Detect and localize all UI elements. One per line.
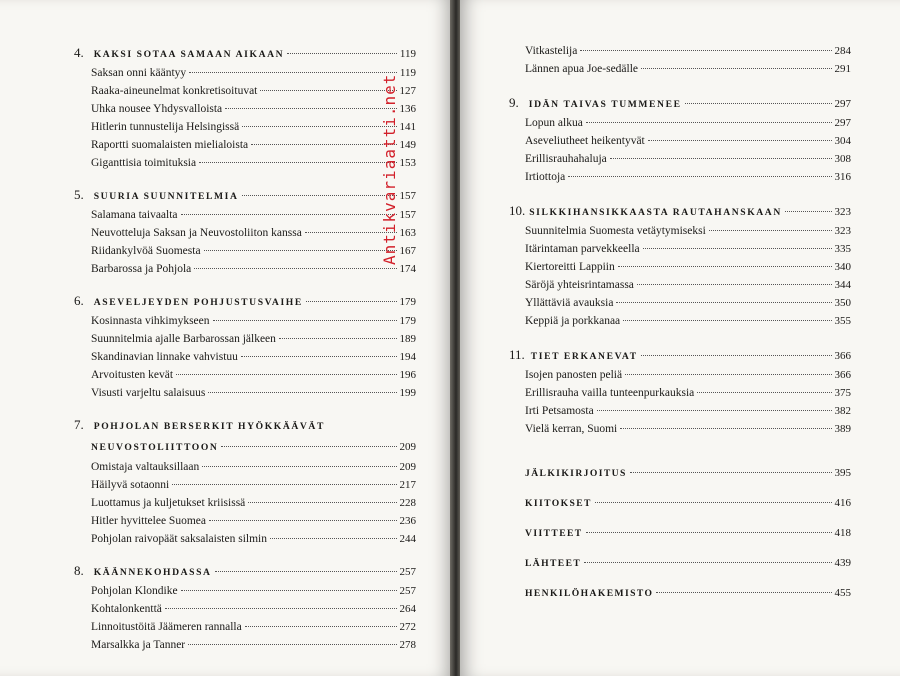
toc-chapter	[74, 560, 416, 654]
entry-title: Suunnitelmia ajalle Barbarossan jälkeen	[91, 333, 276, 345]
dot-leader	[630, 472, 832, 473]
toc-back-matter	[509, 458, 851, 608]
back-matter-entry	[509, 458, 851, 488]
entry-title: Kohtalonkenttä	[91, 603, 162, 615]
watermark: Antikvariaatti.net	[380, 73, 399, 265]
toc-entry	[509, 114, 851, 132]
dot-leader	[199, 162, 396, 163]
entry-title: Barbarossa ja Pohjola	[91, 263, 192, 275]
page-number: 119	[399, 48, 416, 60]
page-number: 264	[399, 603, 416, 615]
toc-entry	[509, 420, 851, 438]
dot-leader	[242, 126, 396, 127]
entry-title: Skandinavian linnake vahvistuu	[91, 351, 238, 363]
chapter-heading	[509, 344, 851, 366]
chapter-number: 7.	[74, 417, 84, 432]
entry-title: Luottamus ja kuljetukset kriisissä	[91, 497, 246, 509]
page-number: 416	[834, 497, 851, 509]
dot-leader	[656, 592, 831, 593]
dot-leader	[181, 214, 397, 215]
dot-leader	[625, 374, 831, 375]
dot-leader	[306, 301, 397, 302]
page-number: 119	[399, 67, 416, 79]
dot-leader	[245, 626, 397, 627]
page-number: 316	[834, 171, 851, 183]
chapter-title: SUURIA SUUNNITELMIA	[93, 191, 239, 202]
dot-leader	[188, 644, 396, 645]
toc-entry	[509, 402, 851, 420]
dot-leader	[568, 176, 831, 177]
dot-leader	[595, 502, 832, 503]
toc-entry	[509, 312, 851, 330]
dot-leader	[248, 502, 396, 503]
entry-title: Giganttisia toimituksia	[91, 157, 197, 169]
chapter-heading	[74, 290, 416, 312]
dot-leader	[287, 53, 397, 54]
entry-title: Neuvotteluja Saksan ja Neuvostoliiton kanssa	[91, 227, 302, 239]
entry-title: Yllättäviä avauksia	[525, 297, 614, 309]
toc-entry	[509, 150, 851, 168]
dot-leader	[709, 230, 832, 231]
chapter-heading	[509, 200, 851, 222]
toc-entry	[74, 330, 416, 348]
dot-leader	[597, 410, 832, 411]
chapter-heading	[74, 560, 416, 582]
entry-title: Keppiä ja porkkanaa	[525, 315, 621, 327]
dot-leader	[785, 211, 832, 212]
chapter-heading	[74, 42, 416, 64]
entry-title: Irtiottoja	[525, 171, 566, 183]
toc-entry	[74, 348, 416, 366]
toc-entry	[509, 294, 851, 312]
toc-chapter	[509, 200, 851, 330]
page-number: 217	[399, 479, 416, 491]
page-number: 304	[834, 135, 851, 147]
toc-entry	[74, 458, 416, 476]
toc-entry	[74, 82, 416, 100]
toc-entry	[74, 636, 416, 654]
page-number: 179	[399, 315, 416, 327]
page-number: 297	[834, 98, 851, 110]
dot-leader	[172, 484, 396, 485]
toc-entry	[509, 168, 851, 186]
page-number: 291	[834, 63, 851, 75]
toc-chapter	[509, 92, 851, 186]
page-number: 375	[834, 387, 851, 399]
chapter-title: IDÄN TAIVAS TUMMENEE	[528, 99, 682, 110]
dot-leader	[618, 266, 832, 267]
dot-leader	[208, 392, 396, 393]
entry-title: Kosinnasta vihkimykseen	[91, 315, 210, 327]
toc-entry	[74, 224, 416, 242]
toc-chapter	[74, 42, 416, 172]
dot-leader	[241, 356, 397, 357]
entry-title: KIITOKSET	[525, 498, 592, 509]
toc-continued	[509, 42, 851, 78]
toc-entry	[509, 42, 851, 60]
page-number: 196	[399, 369, 416, 381]
entry-title: Irti Petsamosta	[525, 405, 594, 417]
page-number: 335	[834, 243, 851, 255]
toc-entry	[74, 312, 416, 330]
toc-entry	[74, 242, 416, 260]
dot-leader	[194, 268, 396, 269]
dot-leader	[181, 590, 397, 591]
toc-entry	[74, 136, 416, 154]
page-number: 257	[399, 585, 416, 597]
dot-leader	[586, 532, 832, 533]
page-number: 350	[834, 297, 851, 309]
page-number: 157	[399, 190, 416, 202]
page-number: 355	[834, 315, 851, 327]
dot-leader	[623, 320, 831, 321]
dot-leader	[279, 338, 397, 339]
toc-chapter	[509, 344, 851, 438]
entry-title: Arvoitusten kevät	[91, 369, 174, 381]
dot-leader	[641, 355, 832, 356]
toc-entry	[509, 132, 851, 150]
entry-title: Häilyvä sotaonni	[91, 479, 170, 491]
page-number: 136	[399, 103, 416, 115]
page-number: 272	[399, 621, 416, 633]
chapter-title-line2: NEUVOSTOLIITTOON	[91, 442, 219, 453]
chapter-title: ASEVELJEYDEN POHJUSTUSVAIHE	[93, 297, 303, 308]
page-number: 209	[399, 461, 416, 473]
entry-title: Aseveliutheet heikentyvät	[525, 135, 645, 147]
entry-title: Vitkastelija	[525, 45, 578, 57]
dot-leader	[213, 320, 397, 321]
page-number: 340	[834, 261, 851, 273]
dot-leader	[204, 250, 397, 251]
toc-entry	[74, 530, 416, 548]
page-number: 189	[399, 333, 416, 345]
toc-entry	[509, 240, 851, 258]
page-number: 167	[399, 245, 416, 257]
entry-title: Pohjolan raivopäät saksalaisten silmin	[91, 533, 267, 545]
back-matter-entry	[509, 578, 851, 608]
toc-entry	[74, 100, 416, 118]
dot-leader	[176, 374, 396, 375]
dot-leader	[643, 248, 832, 249]
toc-entry	[509, 384, 851, 402]
entry-title: Itärintaman parvekkeella	[525, 243, 640, 255]
toc-entry	[74, 582, 416, 600]
dot-leader	[189, 72, 397, 73]
entry-title: Lopun alkua	[525, 117, 583, 129]
entry-title: Salamana taivaalta	[91, 209, 178, 221]
chapter-number: 10.	[509, 203, 526, 218]
entry-title: Omistaja valtauksillaan	[91, 461, 200, 473]
page-number: 297	[834, 117, 851, 129]
entry-title: Säröjä yhteisrintamassa	[525, 279, 634, 291]
page-number: 284	[834, 45, 851, 57]
entry-title: Raportti suomalaisten mielialoista	[91, 139, 249, 151]
page-number: 389	[834, 423, 851, 435]
entry-title: Visusti varjeltu salaisuus	[91, 387, 206, 399]
dot-leader	[580, 50, 831, 51]
page-number: 455	[834, 587, 851, 599]
page-number: 366	[834, 350, 851, 362]
page-number: 127	[399, 85, 416, 97]
toc-chapter	[74, 184, 416, 278]
dot-leader	[685, 103, 832, 104]
page-number: 244	[399, 533, 416, 545]
page-number: 382	[834, 405, 851, 417]
dot-leader	[641, 68, 831, 69]
chapter-title: SILKKIHANSIKKAASTA RAUTAHANSKAAN	[529, 207, 782, 218]
entry-title: Erillisrauha vailla tunteenpurkauksia	[525, 387, 695, 399]
toc-entry	[74, 476, 416, 494]
entry-title: HENKILÖHAKEMISTO	[525, 588, 654, 599]
dot-leader	[215, 571, 397, 572]
chapter-heading	[74, 184, 416, 206]
page-number: 194	[399, 351, 416, 363]
entry-title: Pohjolan Klondike	[91, 585, 178, 597]
dot-leader	[209, 520, 397, 521]
toc-chapter	[74, 290, 416, 402]
dot-leader	[584, 562, 831, 563]
dot-leader	[270, 538, 397, 539]
toc-entry	[509, 222, 851, 240]
page-number: 257	[399, 566, 416, 578]
back-matter-entry	[509, 548, 851, 578]
chapter-title: TIET ERKANEVAT	[530, 351, 638, 362]
dot-leader	[620, 428, 831, 429]
toc-entry	[74, 118, 416, 136]
right-page	[460, 0, 900, 676]
chapter-number: 11.	[509, 347, 525, 362]
chapter-title: KÄÄNNEKOHDASSA	[93, 567, 212, 578]
toc-right	[509, 42, 851, 608]
page-number: 153	[399, 157, 416, 169]
page-number: 141	[399, 121, 416, 133]
page-number: 199	[399, 387, 416, 399]
chapter-number: 4.	[74, 45, 84, 60]
entry-title: Riidankylvöä Suomesta	[91, 245, 201, 257]
page-number: 344	[834, 279, 851, 291]
toc-entry	[74, 366, 416, 384]
toc-entry	[74, 384, 416, 402]
dot-leader	[260, 90, 396, 91]
dot-leader	[616, 302, 831, 303]
toc-entry	[74, 154, 416, 172]
page-number: 418	[834, 527, 851, 539]
dot-leader	[648, 140, 832, 141]
page-number: 323	[834, 206, 851, 218]
page-number: 439	[834, 557, 851, 569]
toc-entry	[74, 64, 416, 82]
entry-title: Lännen apua Joe-sedälle	[525, 63, 639, 75]
toc-entry	[74, 618, 416, 636]
page-number: 174	[399, 263, 416, 275]
toc-entry	[74, 512, 416, 530]
page-number: 395	[834, 467, 851, 479]
entry-title: Marsalkka ja Tanner	[91, 639, 186, 651]
chapter-number: 5.	[74, 187, 84, 202]
page-number: 278	[399, 639, 416, 651]
dot-leader	[586, 122, 832, 123]
entry-title: Suunnitelmia Suomesta vetäytymiseksi	[525, 225, 706, 237]
entry-title: Isojen panosten peliä	[525, 369, 623, 381]
page-number: 228	[399, 497, 416, 509]
chapter-number: 6.	[74, 293, 84, 308]
page-number: 163	[399, 227, 416, 239]
dot-leader	[221, 446, 396, 447]
entry-title: Linnoitustöitä Jäämeren rannalla	[91, 621, 242, 633]
toc-entry	[509, 366, 851, 384]
toc-entry	[74, 600, 416, 618]
back-matter-entry	[509, 488, 851, 518]
page-number: 323	[834, 225, 851, 237]
entry-title: Hitlerin tunnustelija Helsingissä	[91, 121, 240, 133]
toc-entry	[509, 60, 851, 78]
dot-leader	[242, 195, 397, 196]
entry-title: Saksan onni kääntyy	[91, 67, 187, 79]
entry-title: Erillisrauhahaluja	[525, 153, 607, 165]
toc-entry	[74, 260, 416, 278]
dot-leader	[165, 608, 397, 609]
entry-title: LÄHTEET	[525, 558, 582, 569]
dot-leader	[697, 392, 831, 393]
toc-left	[74, 42, 416, 654]
chapter-title: POHJOLAN BERSERKIT HYÖKKÄÄVÄT	[93, 421, 325, 432]
back-matter-entry	[509, 518, 851, 548]
chapter-number: 9.	[509, 95, 519, 110]
dot-leader	[610, 158, 832, 159]
entry-title: Uhka nousee Yhdysvalloista	[91, 103, 223, 115]
page-number: 149	[399, 139, 416, 151]
entry-title: JÄLKIKIRJOITUS	[525, 468, 627, 479]
dot-leader	[251, 144, 396, 145]
entry-title: VIITTEET	[525, 528, 583, 539]
dot-leader	[202, 466, 396, 467]
chapter-heading	[509, 92, 851, 114]
toc-entry	[74, 494, 416, 512]
page-number: 236	[399, 515, 416, 527]
chapter-title: KAKSI SOTAA SAMAAN AIKAAN	[93, 49, 285, 60]
page-number: 157	[399, 209, 416, 221]
page-number: 308	[834, 153, 851, 165]
page-number: 179	[399, 296, 416, 308]
chapter-number: 8.	[74, 563, 84, 578]
dot-leader	[225, 108, 396, 109]
entry-title: Hitler hyvittelee Suomea	[91, 515, 206, 527]
toc-chapter	[74, 414, 416, 548]
entry-title: Kiertoreitti Lappiin	[525, 261, 615, 273]
chapter-heading-continued	[74, 436, 416, 458]
entry-title: Raaka-aineunelmat konkretisoituvat	[91, 85, 258, 97]
entry-title: Vielä kerran, Suomi	[525, 423, 618, 435]
toc-entry	[74, 206, 416, 224]
chapter-heading	[74, 414, 416, 436]
toc-entry	[509, 258, 851, 276]
page-number: 366	[834, 369, 851, 381]
toc-entry	[509, 276, 851, 294]
dot-leader	[637, 284, 832, 285]
page-number: 209	[399, 441, 416, 453]
